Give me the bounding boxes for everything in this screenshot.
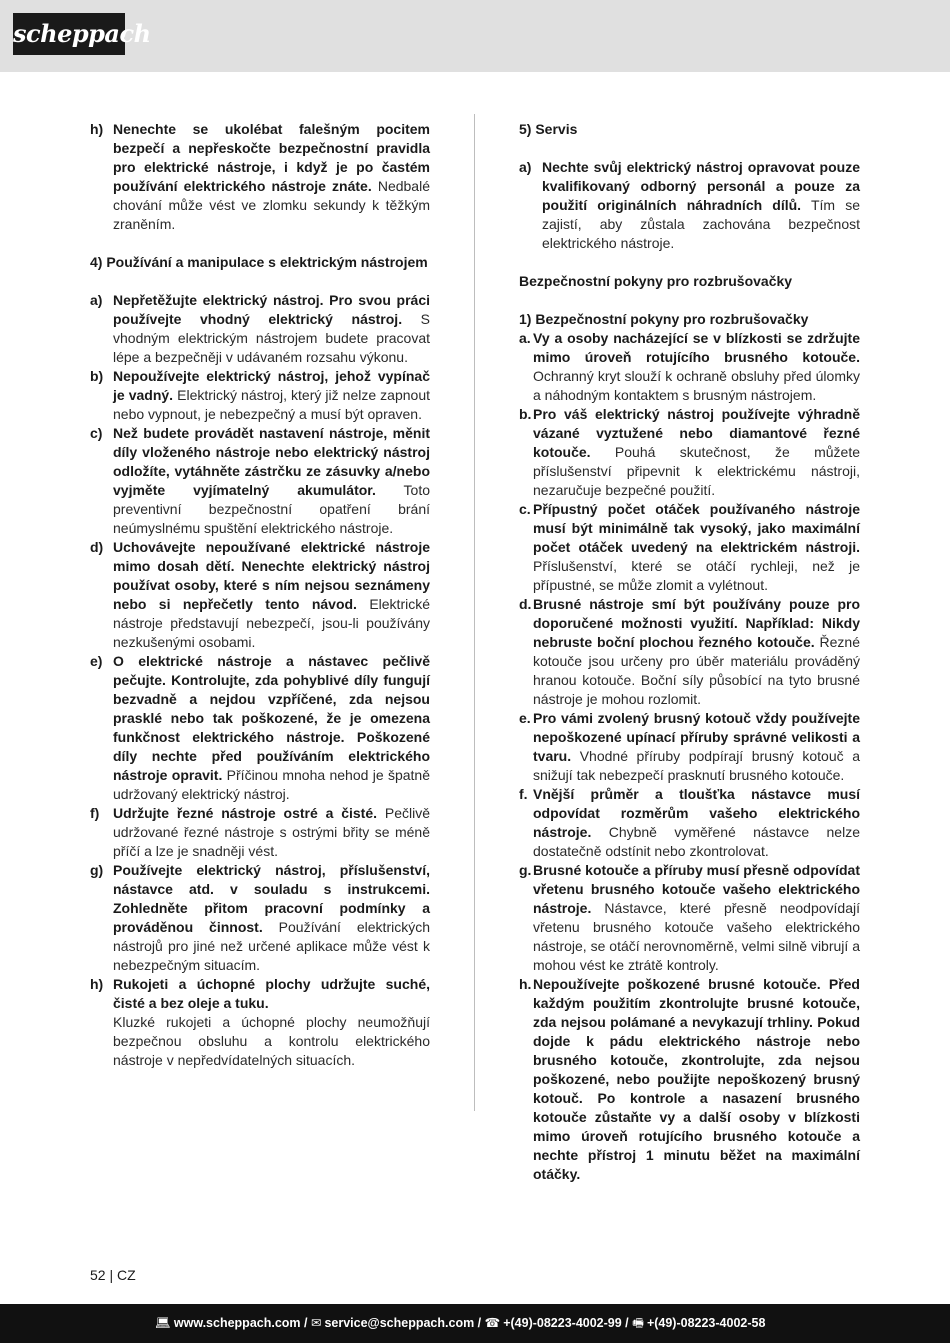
footer-web-link[interactable]: www.scheppach.com — [173, 1316, 301, 1330]
item-bold-text: Než budete provádět nastavení nástroje, měnit díly vloženého nástroje nebo elektrický nástroj odložíte, vytáhněte zástrčku ze zásuvky a/nebo vyjměte vyjímatelný akumulátor. — [113, 425, 430, 498]
item-marker: e) — [90, 653, 103, 669]
item-marker: g) — [90, 862, 104, 878]
computer-icon: 💻︎ — [155, 1316, 171, 1330]
section-heading: 5) Servis — [519, 121, 578, 137]
fax-icon: 🖷︎ — [632, 1316, 644, 1330]
list-item — [519, 329, 860, 405]
item-bold-text: Používejte elektrický nástroj, příslušenství, nástavce atd. v souladu s instrukcemi. Zohledněte přitom pracovní podmínky a prováděnou činnost. — [113, 862, 430, 935]
footer-phone: +(49)-08223-4002-99 — [503, 1316, 622, 1330]
item-marker: a) — [90, 292, 103, 308]
item-bold-text: O elektrické nástroje a nástavec pečlivě pečujte. Kontrolujte, zda pohyblivé díly fungují bezvadně a nejdou vzpříčené, zda nejsou prasklé nebo tak poškozené, že je omezena funkčnost elektrického nástroje. Poškozené díly nechte před používáním elektrického nástroje opravit. — [113, 653, 430, 783]
footer-bar — [0, 1304, 950, 1343]
item-marker: h. — [519, 976, 532, 992]
scheppach-logo: scheppach — [13, 13, 125, 55]
item-bold-text: Nechte svůj elektrický nástroj opravovat pouze kvalifikovaný odborný personál a pouze za použití originálních náhradních dílů. — [542, 159, 860, 213]
item-bold-text: Udržujte řezné nástroje ostré a čisté. — [113, 805, 378, 821]
phone-icon: ☎︎ — [484, 1316, 501, 1330]
item-text: Chybně vyměřené nástavce nelze dostatečně odstínit nebo zkontrolovat. — [533, 824, 860, 859]
item-bold-text: Uchovávejte nepoužívané elektrické nástroje mimo dosah dětí. Nenechte elektrický nástroj používat osoby, které s ním nejsou seznámeny nebo si nepřečetly tento návod. — [113, 539, 430, 612]
item-bold-text: Přípustný počet otáček používaného nástroje musí být minimálně tak vysoký, jako maximální počet otáček uvedený na elektrickém nástroji. — [533, 501, 860, 555]
item-marker: h) — [90, 976, 104, 992]
list-item — [90, 538, 430, 652]
item-marker: g. — [519, 862, 532, 878]
subsection-heading: 1) Bezpečnostní pokyny pro rozbrušovačky — [519, 311, 809, 327]
item-text: Vhodné příruby podpírají brusný kotouč a snižují tak nebezpečí prasknutí brusného kotouče. — [533, 748, 860, 783]
item-marker: f) — [90, 805, 100, 821]
list-item — [90, 424, 430, 538]
item-text: Příčinou mnoha nehod je špatně udržovaný elektrický nástroj. — [113, 767, 430, 802]
item-text: Elektrický nástroj, který již nelze zapnout nebo vypnout, je nebezpečný a musí být opraven. — [113, 387, 430, 422]
list-item — [519, 861, 860, 975]
item-bold-text: Brusné nástroje smí být používány pouze pro doporučené možnosti využití. Například: Nikdy nebruste boční plochou řezného kotouče. — [533, 596, 860, 650]
section-heading: Bezpečnostní pokyny pro rozbrušovačky — [519, 273, 793, 289]
item-marker: d. — [519, 596, 532, 612]
item-marker: b. — [519, 406, 532, 422]
item-text: Tím se zajistí, aby zůstala zachována bezpečnost elektrického nástroje. — [542, 197, 860, 251]
list-item — [519, 785, 860, 861]
item-text: Příslušenství, které se otáčí rychleji, než je přípustné, se může zlomit a vylétnout. — [533, 558, 860, 593]
left-column — [90, 120, 430, 1070]
item-text: Nedbalé chování může vést ve zlomku sekundy k těžkým zraněním. — [113, 178, 430, 232]
item-text: Ochranný kryt slouží k ochraně obsluhy před úlomky a náhodným kontaktem s brusným nástrojem. — [533, 368, 860, 403]
item-text: Používání elektrických nástrojů pro jiné než určené aplikace může vést k nebezpečným situacím. — [113, 919, 430, 973]
item-text: S vhodným elektrickým nástrojem budete pracovat lépe a bezpečněji v udávaném rozsahu výkonu. — [113, 311, 430, 365]
list-item — [90, 861, 430, 975]
footer-fax: +(49)-08223-4002-58 — [646, 1316, 766, 1330]
list-item — [90, 975, 430, 1070]
list-item — [90, 120, 430, 234]
list-item — [519, 500, 860, 595]
list-item — [90, 652, 430, 804]
list-item — [519, 158, 860, 253]
item-bold-text: Vy a osoby nacházející se v blízkosti se zdržujte mimo úroveň rotujícího brusného kotouče. — [533, 330, 860, 365]
item-bold-text: Brusné kotouče a příruby musí přesně odpovídat vřetenu brusného kotouče vašeho elektrického nástroje. — [533, 862, 860, 916]
item-bold-text: Nepoužívejte elektrický nástroj, jehož vypínač je vadný. — [113, 368, 430, 403]
item-marker: a) — [519, 159, 532, 175]
right-column — [519, 120, 860, 1184]
item-text: Nástavce, které přesně neodpovídají vřetenu brusného kotouče vašeho elektrického nástroje, se otáčí nerovnoměrně, velmi silně vibrují a mohou vést ke ztrátě kontroly. — [533, 900, 860, 973]
item-bold-text: Nenechte se ukolébat falešným pocitem bezpečí a nepřeskočte bezpečnostní pravidla pro elektrické nástroje, i když je po častém používání elektrického nástroje znáte. — [113, 121, 430, 194]
item-text: Kluzké rukojeti a úchopné plochy neumožňují bezpečnou obsluhu a kontrolu elektrického nástroje v nepředvídatelných situacích. — [113, 1014, 430, 1068]
list-item — [519, 595, 860, 709]
list-item — [519, 709, 860, 785]
footer-contacts: 💻︎ www.scheppach.com / ✉︎ service@scheppach.com / ☎︎ +(49)-08223-4002-99 / 🖷︎ +(49)-08223-4002-58 — [155, 1304, 765, 1343]
item-bold-text: Nepoužívejte poškozené brusné kotouče. Před každým použitím zkontrolujte brusné kotouče, zda nejsou polámané a nevykazují trhliny. Pokud dojde k pádu elektrického nástroje nebo brusného kotouče, zkontrolujte, zda nejsou poškozené, nebo použijte nepoškozený brusný kotouč. Po kontrole a nasazení brusného kotouče zůstaňte vy a další osoby v blízkosti mimo úroveň rotujícího brusného kotouče a nechte přístroj 1 minutu běžet na maximální otáčky. — [533, 976, 860, 1182]
item-text: Řezné kotouče jsou určeny pro úběr materiálu prováděný hranou kotouče. Boční síly působící na tyto brusné nástroje je mohou rozlomit. — [533, 634, 860, 707]
item-bold-text: Vnější průměr a tloušťka nástavce musí odpovídat rozměrům vašeho elektrického nástroje. — [533, 786, 860, 840]
column-divider — [474, 114, 475, 1111]
item-text: Toto preventivní bezpečnostní opatření brání neúmyslnému spuštění elektrického nástroje. — [113, 482, 430, 536]
item-bold-text: Pro váš elektrický nástroj používejte výhradně vázané vyztužené nebo diamantové řezné kotouče. — [533, 406, 860, 460]
list-item — [90, 804, 430, 861]
footer-email-link[interactable]: service@scheppach.com — [324, 1316, 475, 1330]
item-marker: e. — [519, 710, 531, 726]
section-heading: 4) Používání a manipulace s elektrickým nástrojem — [90, 254, 428, 270]
list-item — [90, 291, 430, 367]
item-marker: d) — [90, 539, 104, 555]
item-bold-text: Nepřetěžujte elektrický nástroj. Pro svou práci používejte vhodný elektrický nástroj. — [113, 292, 430, 327]
email-icon: ✉︎ — [310, 1316, 322, 1330]
item-marker: h) — [90, 121, 104, 137]
page-header — [0, 0, 950, 72]
item-bold-text: Rukojeti a úchopné plochy udržujte suché, čisté a bez oleje a tuku. — [113, 976, 430, 1011]
item-text: Pečlivě udržované řezné nástroje s ostrými břity se méně příčí a lze je snadněji vést. — [113, 805, 430, 859]
item-marker: c. — [519, 501, 531, 517]
item-marker: b) — [90, 368, 104, 384]
page-number: 52 | CZ — [90, 1267, 136, 1283]
item-bold-text: Pro vámi zvolený brusný kotouč vždy používejte nepoškozené upínací příruby správné velikosti a tvaru. — [533, 710, 860, 764]
item-marker: a. — [519, 330, 531, 346]
list-item — [519, 975, 860, 1184]
item-marker: c) — [90, 425, 103, 441]
list-item — [90, 367, 430, 424]
item-text: Elektrické nástroje představují nebezpečí, jsou-li používány nezkušenými osobami. — [113, 596, 431, 650]
item-marker: f. — [519, 786, 528, 802]
list-item — [519, 405, 860, 500]
item-text: Pouhá skutečnost, že můžete příslušenství připevnit k elektrickému nástroji, nezaručuje bezpečné použití. — [533, 444, 860, 498]
